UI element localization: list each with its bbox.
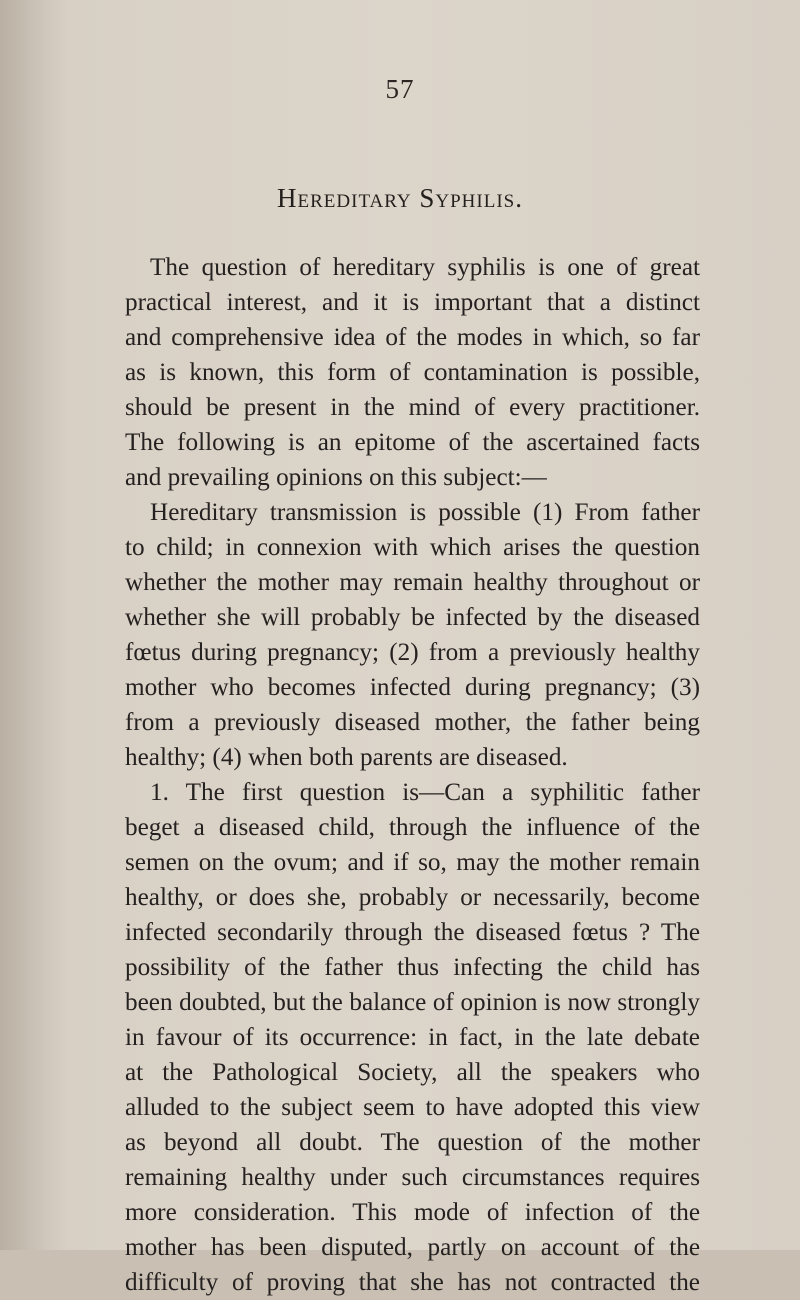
text-line: in favour of its occurrence: in fact, in the late debate — [125, 1024, 700, 1051]
text-line: beget a diseased child, through the influence of the — [125, 814, 700, 841]
body-text — [125, 250, 700, 1300]
text-line: whether she will probably be infected by the diseased — [125, 604, 700, 631]
text-line: fœtus during pregnancy; (2) from a previously healthy — [125, 639, 700, 666]
text-line: The question of hereditary syphilis is one of great — [150, 254, 700, 281]
text-line: healthy; (4) when both parents are diseased. — [125, 744, 568, 771]
text-line: as is known, this form of contamination is possible, — [125, 359, 700, 386]
text-line: to child; in connexion with which arises the question — [125, 534, 700, 561]
text-line: practical interest, and it is important that a distinct — [125, 289, 700, 316]
text-line: mother has been disputed, partly on account of the — [125, 1234, 700, 1261]
page-number: 57 — [385, 74, 415, 104]
text-line: infected secondarily through the diseased fœtus ? The — [125, 919, 700, 946]
text-line: at the Pathological Society, all the speakers who — [125, 1059, 700, 1086]
text-line: mother who becomes infected during pregnancy; (3) — [125, 674, 700, 701]
text-line: difficulty of proving that she has not contracted the — [125, 1269, 700, 1296]
text-line: as beyond all doubt. The question of the mother — [125, 1129, 700, 1156]
chapter-heading: Hereditary Syphilis. — [277, 183, 523, 213]
text-line: more consideration. This mode of infection of the — [125, 1199, 700, 1226]
text-line: whether the mother may remain healthy throughout or — [125, 569, 700, 596]
text-line: semen on the ovum; and if so, may the mother remain — [125, 849, 700, 876]
text-line: and prevailing opinions on this subject:— — [125, 464, 547, 491]
text-line: 1. The first question is—Can a syphilitic father — [150, 779, 700, 806]
text-line: healthy, or does she, probably or necessarily, become — [125, 884, 700, 911]
text-line: possibility of the father thus infecting the child has — [125, 954, 700, 981]
text-line: The following is an epitome of the ascertained facts — [125, 429, 700, 456]
text-line: should be present in the mind of every practitioner. — [125, 394, 700, 421]
text-line: been doubted, but the balance of opinion is now strongly — [125, 989, 700, 1016]
text-line: alluded to the subject seem to have adopted this view — [125, 1094, 700, 1121]
text-line: remaining healthy under such circumstances requires — [125, 1164, 700, 1191]
text-line: and comprehensive idea of the modes in which, so far — [125, 324, 700, 351]
text-line: Hereditary transmission is possible (1) From father — [150, 499, 700, 526]
text-line: from a previously diseased mother, the father being — [125, 709, 700, 736]
